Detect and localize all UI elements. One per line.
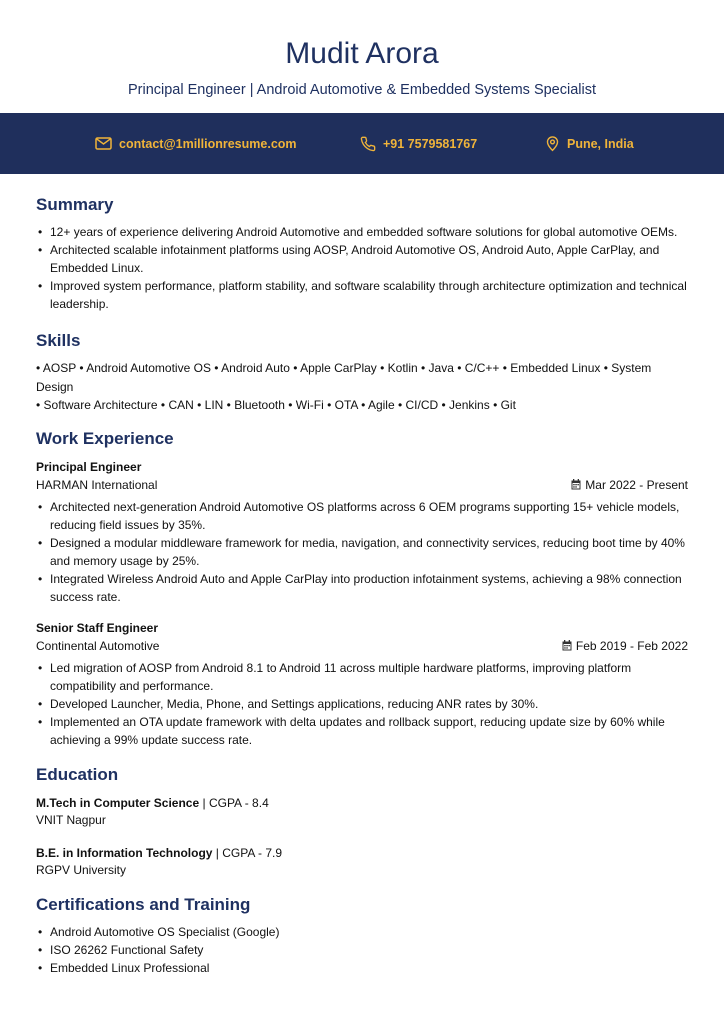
job-entry (36, 459, 688, 606)
list-item: • Embedded Linux Professional (36, 959, 688, 977)
job-meta (36, 637, 688, 655)
job-bullets (36, 498, 688, 606)
location-pin-icon (545, 135, 560, 152)
contact-bar (0, 113, 724, 174)
degree-grade: | CGPA - 8.4 (199, 795, 269, 810)
list-item: • ISO 26262 Functional Safety (36, 941, 688, 959)
job-bullets (36, 659, 688, 749)
education-entry (36, 845, 688, 879)
company-name: HARMAN International (36, 477, 158, 492)
degree-name: M.Tech in Computer Science (36, 795, 200, 810)
contact-location (545, 113, 634, 174)
list-item: • Architected next-generation Android Automotive OS platforms across 6 OEM programs supporting 15+ vehicle models, reducing field issues by 35%. (36, 498, 688, 534)
degree-grade: | CGPA - 7.9 (212, 845, 283, 860)
location-text: Pune, India (567, 136, 634, 151)
degree-name: B.E. in Information Technology (36, 845, 213, 860)
phone-icon (360, 136, 376, 152)
school-name: RGPV University (36, 862, 127, 877)
calendar-icon (562, 640, 572, 651)
candidate-name: Mudit Arora (285, 37, 439, 70)
list-item: • Led migration of AOSP from Android 8.1 to Android 11 across multiple hardware platforms, improving platform compatibility and performance. (36, 659, 688, 695)
date-range: Mar 2022 - Present (585, 477, 688, 492)
resume-content (36, 195, 688, 977)
skills-list (36, 359, 688, 415)
experience-heading: Work Experience (36, 428, 174, 448)
job-title: Principal Engineer (36, 459, 142, 474)
job-dates (571, 476, 688, 494)
company-name: Continental Automotive (36, 638, 160, 653)
degree-line (36, 795, 688, 812)
list-item: • Improved system performance, platform stability, and software scalability through architecture optimization and technical leadership. (36, 277, 688, 313)
phone-text: +91 7579581767 (383, 136, 478, 151)
job-meta (36, 476, 688, 494)
summary-heading: Summary (36, 195, 114, 214)
certifications-list (36, 923, 688, 977)
calendar-icon (571, 479, 581, 490)
education-entry (36, 795, 688, 829)
mail-icon (95, 137, 112, 150)
list-item: • 12+ years of experience delivering Android Automotive and embedded software solutions for global automotive OEMs. (36, 223, 688, 241)
contact-phone[interactable] (360, 113, 477, 174)
skills-line: • Software Architecture • CAN • LIN • Bluetooth • Wi-Fi • OTA • Agile • CI/CD • Jenkins • Git (36, 398, 516, 412)
education-heading: Education (36, 764, 119, 784)
list-item: • Designed a modular middleware framework for media, navigation, and connectivity services, reducing boot time by 40% and memory usage by 25%. (36, 534, 688, 570)
resume-header (0, 0, 724, 99)
email-text: contact@1millionresume.com (119, 136, 297, 151)
skills-line: • AOSP • Android Automotive OS • Android Auto • Apple CarPlay • Kotlin • Java • C/C++ • Embedded Linux • System Design (36, 361, 652, 394)
job-entry (36, 620, 688, 749)
candidate-title: Principal Engineer | Android Automotive & Embedded Systems Specialist (127, 82, 596, 98)
contact-email[interactable] (95, 113, 297, 174)
degree-line (36, 845, 688, 862)
list-item: • Developed Launcher, Media, Phone, and Settings applications, reducing ANR rates by 30%. (36, 695, 688, 713)
certifications-heading: Certifications and Training (36, 894, 251, 914)
skills-heading: Skills (36, 331, 81, 350)
list-item: • Implemented an OTA update framework with delta updates and rollback support, reducing update size by 60% while achieving a 99% update success rate. (36, 713, 688, 749)
list-item: • Integrated Wireless Android Auto and Apple CarPlay into production infotainment systems, achieving a 98% connection success rate. (36, 570, 688, 606)
date-range: Feb 2019 - Feb 2022 (575, 638, 688, 653)
job-title: Senior Staff Engineer (36, 620, 159, 635)
job-dates (562, 637, 688, 655)
list-item: • Architected scalable infotainment platforms using AOSP, Android Automotive OS, Android Auto, Apple CarPlay, and Embedded Linux. (36, 241, 688, 277)
summary-list (36, 223, 688, 313)
school-name: VNIT Nagpur (36, 812, 106, 827)
list-item: • Android Automotive OS Specialist (Google) (36, 923, 688, 941)
